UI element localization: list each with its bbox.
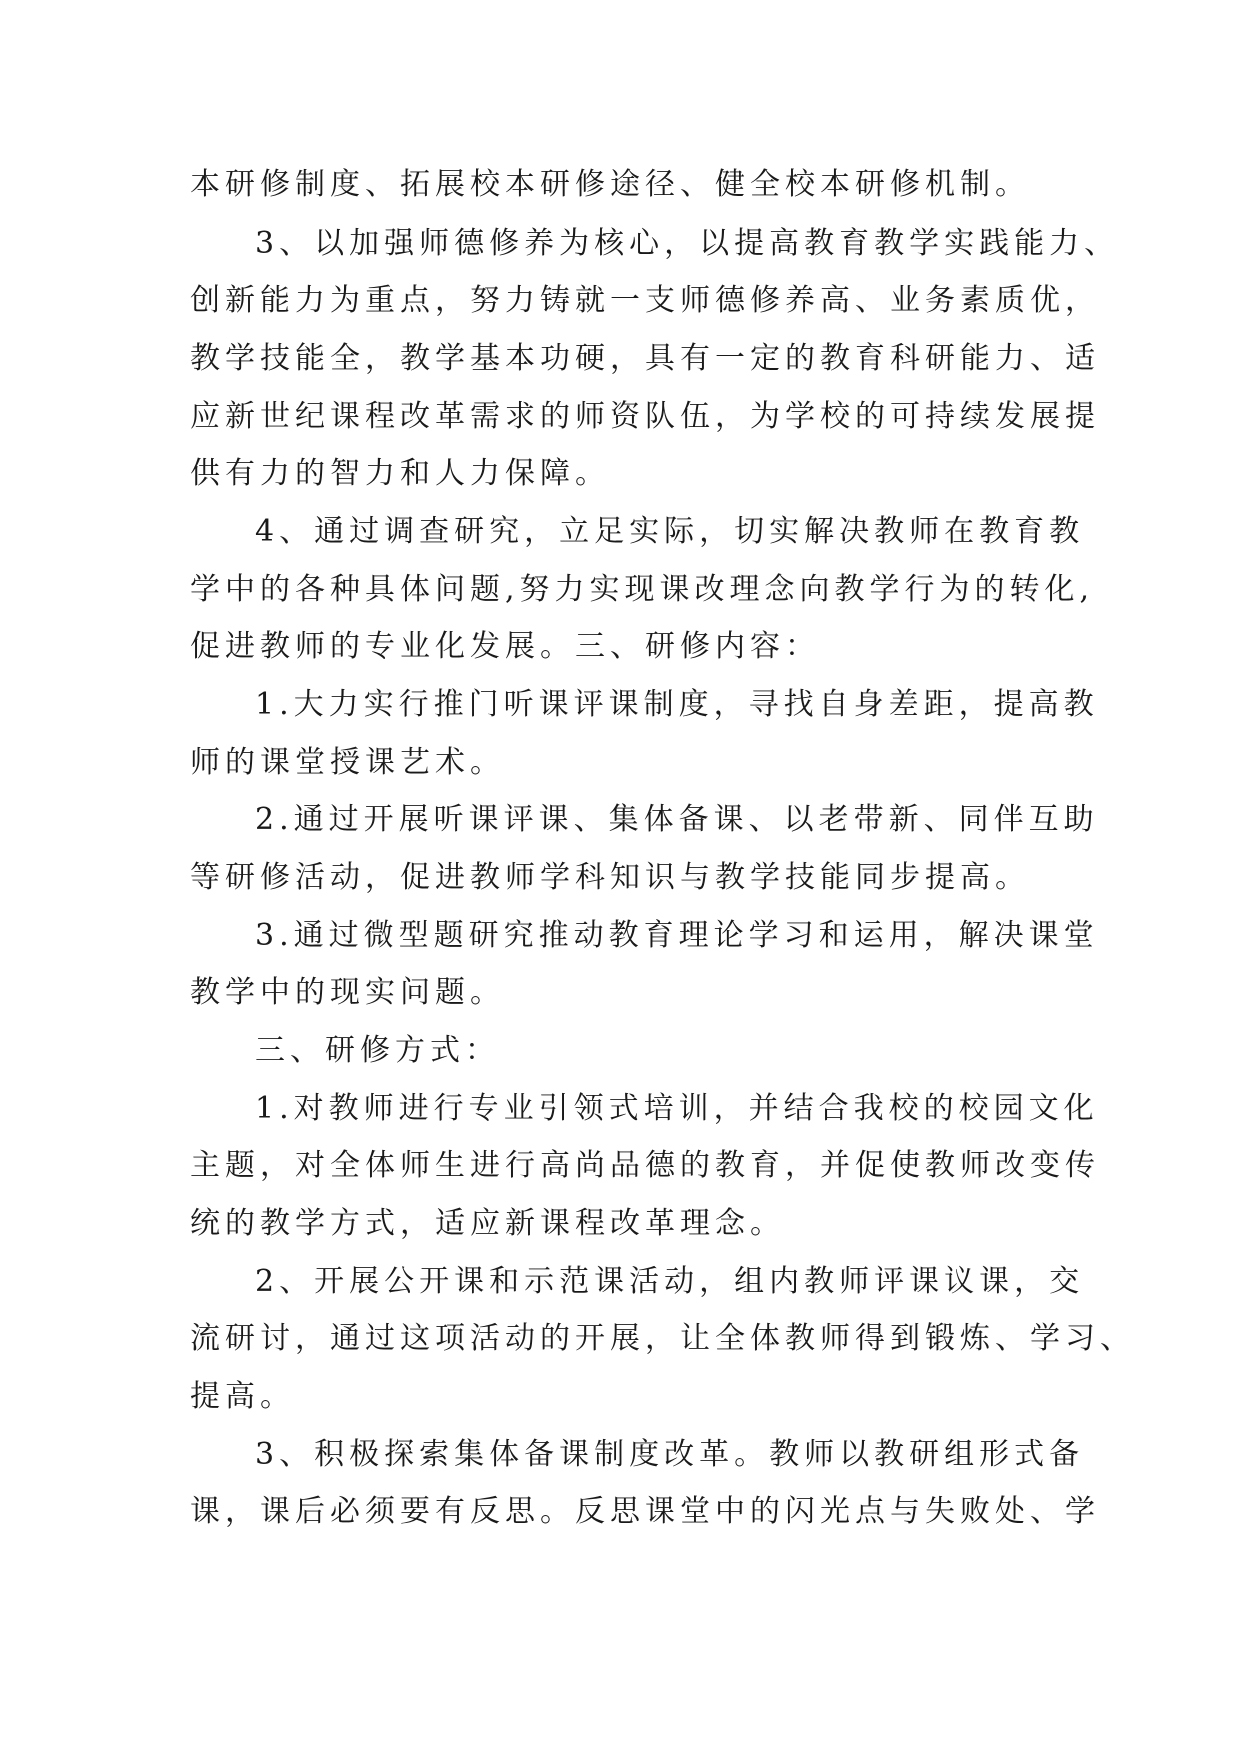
- text-line: 3、积极探索集体备课制度改革。教师以教研组形式备: [255, 1437, 1085, 1472]
- text-line: 创新能力为重点，努力铸就一支师德修养高、业务素质优，: [190, 283, 1100, 318]
- text-line: 提高。: [190, 1379, 295, 1414]
- text-line: 应新世纪课程改革需求的师资队伍，为学校的可持续发展提: [190, 399, 1100, 434]
- text-line: 课，课后必须要有反思。反思课堂中的闪光点与失败处、学: [190, 1494, 1100, 1529]
- text-line: 统的教学方式，适应新课程改革理念。: [190, 1206, 785, 1241]
- section-heading: 三、研修方式：: [255, 1033, 500, 1068]
- text-line: 学中的各种具体问题,努力实现课改理念向教学行为的转化,: [190, 572, 1095, 607]
- text-line: 流研讨，通过这项活动的开展，让全体教师得到锻炼、学习、: [190, 1321, 1135, 1356]
- text-line: 1.对教师进行专业引领式培训，并结合我校的校园文化: [255, 1091, 1099, 1126]
- text-line: 促进教师的专业化发展。三、研修内容：: [190, 629, 820, 664]
- text-line: 本研修制度、拓展校本研修途径、健全校本研修机制。: [190, 167, 1030, 202]
- text-line: 1.大力实行推门听课评课制度，寻找自身差距，提高教: [255, 687, 1099, 722]
- text-line: 教学中的现实问题。: [190, 975, 505, 1010]
- text-line: 2.通过开展听课评课、集体备课、以老带新、同伴互助: [255, 802, 1099, 837]
- text-line: 4、通过调查研究，立足实际，切实解决教师在教育教: [255, 514, 1085, 549]
- text-line: 3、以加强师德修养为核心，以提高教育教学实践能力、: [255, 226, 1120, 261]
- text-line: 2、开展公开课和示范课活动，组内教师评课议课，交: [255, 1264, 1085, 1299]
- text-line: 3.通过微型题研究推动教育理论学习和运用，解决课堂: [255, 918, 1099, 953]
- text-line: 师的课堂授课艺术。: [190, 745, 505, 780]
- text-line: 主题，对全体师生进行高尚品德的教育，并促使教师改变传: [190, 1148, 1100, 1183]
- text-line: 等研修活动，促进教师学科知识与教学技能同步提高。: [190, 860, 1030, 895]
- text-line: 供有力的智力和人力保障。: [190, 456, 610, 491]
- text-line: 教学技能全，教学基本功硬，具有一定的教育科研能力、适: [190, 341, 1100, 376]
